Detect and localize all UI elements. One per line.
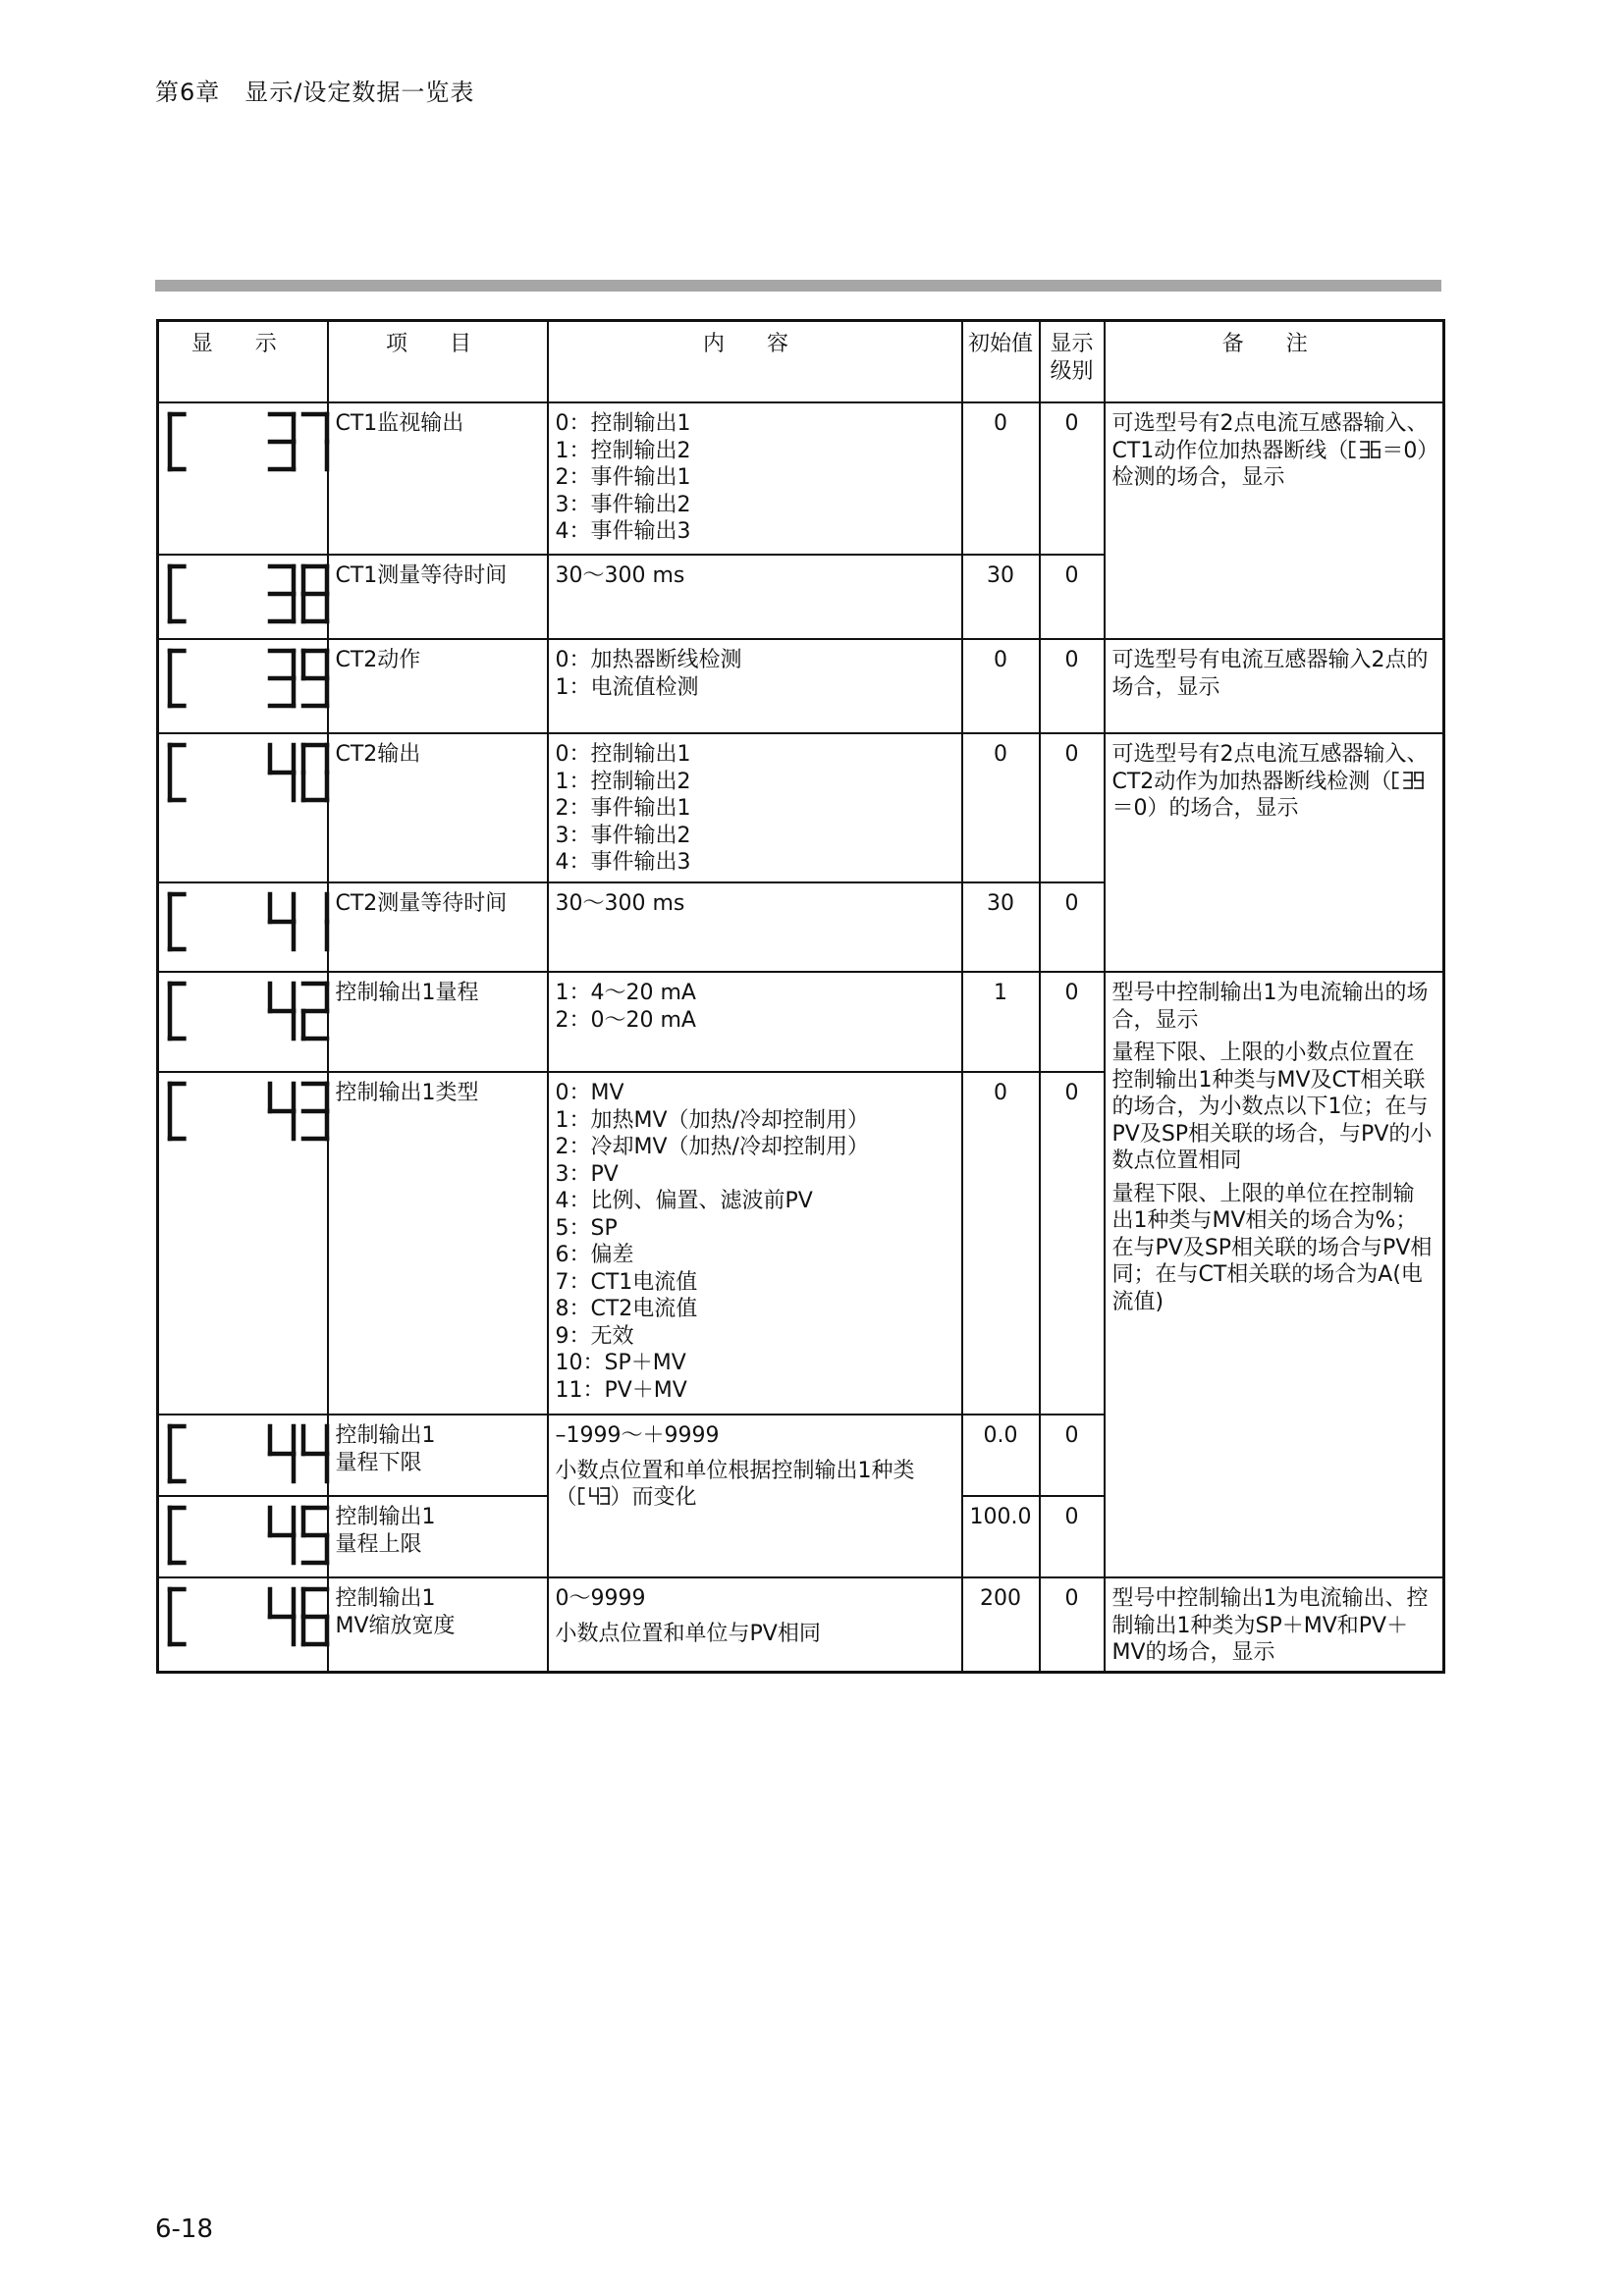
item-cell: CT2输出 [328,733,548,882]
display-level: 0 [1040,1072,1105,1415]
content-line: 1：控制输出2 [555,769,691,794]
header-rule [155,280,1441,292]
table-row [158,1577,1444,1672]
initial-value: 0.0 [962,1415,1040,1496]
initial-value: 30 [962,555,1040,639]
content-line: 2：0～20 mA [555,1007,696,1033]
content-line: 30～300 ms [555,891,685,916]
seven-segment-c44 [166,1422,331,1485]
display-level: 0 [1040,402,1105,555]
content-line: 4：比例、偏置、滤波前PV [555,1189,813,1213]
item-cell: 控制输出1量程 [328,972,548,1072]
content-cell [548,402,962,555]
content-cell [548,972,962,1072]
seven-segment-c46 [166,1585,331,1648]
col-content: 内 容 [548,321,962,403]
seven-segment-c36 [1348,440,1381,459]
display-level: 0 [1040,733,1105,882]
table-header-row [158,321,1444,403]
content-line: 7：CT1电流值 [555,1269,698,1295]
initial-value: 0 [962,402,1040,555]
display-level: 0 [1040,639,1105,733]
initial-value: 0 [962,639,1040,733]
display-code [158,733,328,882]
content-line: 5：SP [555,1215,618,1241]
display-level: 0 [1040,972,1105,1072]
display-level: 0 [1040,1415,1105,1496]
display-code [158,555,328,639]
table-row [158,972,1444,1072]
col-note: 备 注 [1105,321,1444,403]
col-display: 显 示 [158,321,328,403]
initial-value: 30 [962,882,1040,972]
display-level: 0 [1040,1577,1105,1672]
seven-segment-c43-inline [577,1486,611,1506]
content-line: 3：事件输出2 [555,492,691,517]
display-code [158,1415,328,1496]
seven-segment-c43 [166,1080,331,1143]
seven-segment-c38 [166,562,331,625]
table-row [158,733,1444,882]
content-line: 2：事件输出1 [555,796,691,821]
content-cell [548,733,962,882]
display-code [158,639,328,733]
display-code [158,1496,328,1577]
seven-segment-c45 [166,1504,331,1567]
item-cell: 控制输出1类型 [328,1072,548,1415]
content-line: 0：加热器断线检测 [555,648,742,672]
item-cell: 控制输出1 量程下限 [328,1415,548,1496]
content-line: 10：SP＋MV [555,1351,686,1375]
display-code [158,1577,328,1672]
initial-value: 0 [962,733,1040,882]
col-level: 显示 级别 [1040,321,1105,403]
content-cell [548,555,962,639]
col-initial: 初始值 [962,321,1040,403]
note-cell: 可选型号有电流互感器输入2点的场合，显示 [1105,639,1444,733]
table-row [158,402,1444,555]
content-cell: 0～9999 小数点位置和单位与PV相同 [548,1577,962,1672]
content-line: 4：事件输出3 [555,519,691,544]
content-cell [548,639,962,733]
content-cell [548,882,962,972]
table-row [158,639,1444,733]
content-line: 9：无效 [555,1323,634,1349]
content-line: 1：4～20 mA [555,981,696,1005]
seven-segment-c39-inline [1391,771,1425,790]
item-cell: CT2动作 [328,639,548,733]
note-cell: 可选型号有2点电流互感器输入、CT1动作位加热器断线（ ＝0）检测的场合，显示 [1105,402,1444,639]
content-line: 0：MV [555,1081,624,1105]
display-code [158,402,328,555]
content-line: 30～300 ms [555,563,685,588]
content-line: 4：事件输出3 [555,850,691,875]
content-line: 8：CT2电流值 [555,1297,698,1321]
initial-value: 0 [962,1072,1040,1415]
page-number: 6-18 [155,2215,214,2244]
content-line: 0：控制输出1 [555,411,691,436]
col-item: 项 目 [328,321,548,403]
content-line: 1：电流值检测 [555,674,699,700]
initial-value: 100.0 [962,1496,1040,1577]
seven-segment-c42 [166,980,331,1042]
content-cell: –1999～＋9999 小数点位置和单位根据控制输出1种类 （ ）而变化 [548,1415,962,1577]
content-line: 2：事件输出1 [555,465,691,490]
note-cell: 可选型号有2点电流互感器输入、CT2动作为加热器断线检测（＝0）的场合，显示 [1105,733,1444,972]
seven-segment-c37 [166,410,331,473]
note-cell: 型号中控制输出1为电流输出、控制输出1种类为SP＋MV和PV＋MV的场合，显示 [1105,1577,1444,1672]
display-level: 0 [1040,882,1105,972]
initial-value: 200 [962,1577,1040,1672]
item-cell: CT2测量等待时间 [328,882,548,972]
display-level: 0 [1040,555,1105,639]
initial-value: 1 [962,972,1040,1072]
content-line: 3：PV [555,1161,619,1187]
display-level: 0 [1040,1496,1105,1577]
content-line: 11：PV＋MV [555,1377,687,1403]
seven-segment-c40 [166,741,331,804]
note-cell: 型号中控制输出1为电流输出的场合，显示 量程下限、上限的小数点位置在控制输出1种类与MV及CT相关联的场合，为小数点以下1位；在与PV及SP相关联的场合，与PV的小数点位置相同 量程下限、上限的单位在控制输出1种类与MV相关的场合为%；在与PV及SP相关联的场合与PV相同；在与CT相关联的场合为A(电流值) [1105,972,1444,1577]
parameter-table [156,319,1445,1674]
seven-segment-c41 [166,890,331,953]
item-cell: 控制输出1 量程上限 [328,1496,548,1577]
content-line: 6：偏差 [555,1243,634,1267]
item-cell: CT1监视输出 [328,402,548,555]
content-line: 2：冷却MV（加热/冷却控制用） [555,1135,869,1159]
display-code [158,882,328,972]
content-line: 3：事件输出2 [555,823,691,848]
content-line: 1：加热MV（加热/冷却控制用） [555,1107,869,1133]
chapter-header: 第6章 显示/设定数据一览表 [155,79,475,106]
item-cell: 控制输出1 MV缩放宽度 [328,1577,548,1672]
content-cell [548,1072,962,1415]
content-line: 1：控制输出2 [555,438,691,463]
display-code [158,1072,328,1415]
display-code [158,972,328,1072]
seven-segment-c39 [166,647,331,710]
content-line: 0：控制输出1 [555,742,691,767]
item-cell: CT1测量等待时间 [328,555,548,639]
